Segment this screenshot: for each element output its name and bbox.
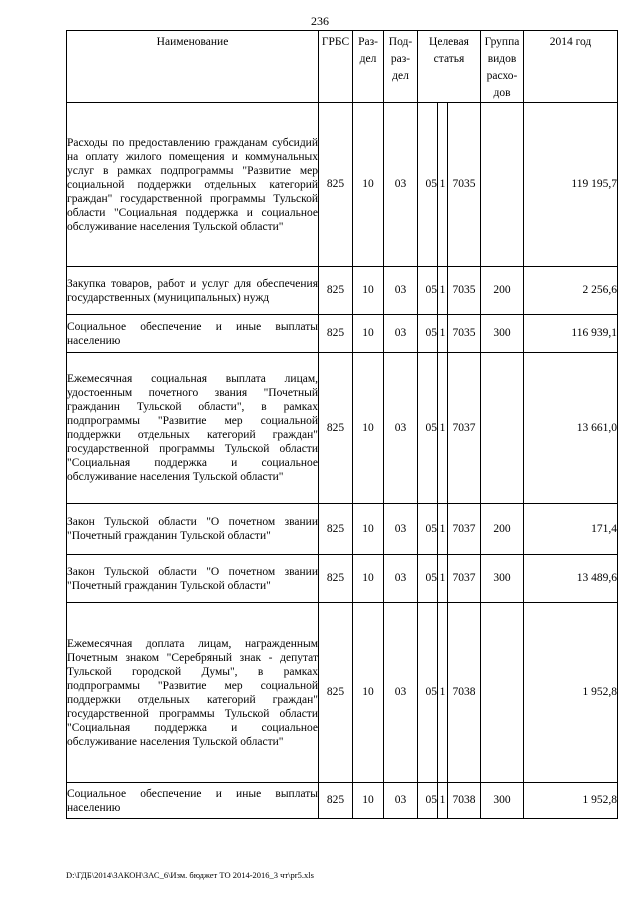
row-razdel: 10 <box>353 315 384 353</box>
row-target-subprogram: 1 <box>438 504 448 555</box>
row-target-code: 7035 <box>448 315 481 353</box>
row-group: 300 <box>481 555 524 603</box>
row-amount: 171,4 <box>524 504 618 555</box>
row-amount: 2 256,6 <box>524 267 618 315</box>
row-target-program: 05 <box>418 267 438 315</box>
row-razdel: 10 <box>353 353 384 504</box>
row-group <box>481 353 524 504</box>
row-grbs: 825 <box>319 783 353 819</box>
row-amount: 1 952,8 <box>524 783 618 819</box>
row-name: Ежемесячная доплата лицам, награжденным Почетным знаком "Серебряный знак - депутат Тульской городской Думы", в рамках подпрограммы "Развитие мер социальной поддержки отдельных категорий граждан" государственной программы Тульской области "Социальная поддержка и социальное обслуживание населения Тульской области" <box>67 603 319 783</box>
row-group: 200 <box>481 504 524 555</box>
row-podrazdel: 03 <box>384 315 418 353</box>
row-name: Закон Тульской области "О почетном звании "Почетный гражданин Тульской области" <box>67 555 319 603</box>
row-podrazdel: 03 <box>384 353 418 504</box>
row-target-code: 7038 <box>448 603 481 783</box>
header-target: Целевая статья <box>418 31 481 103</box>
row-target-code: 7038 <box>448 783 481 819</box>
table-row <box>67 267 618 315</box>
row-target-program: 05 <box>418 315 438 353</box>
row-target-subprogram: 1 <box>438 315 448 353</box>
row-target-code: 7035 <box>448 267 481 315</box>
row-target-code: 7037 <box>448 555 481 603</box>
row-target-subprogram: 1 <box>438 103 448 267</box>
row-amount: 13 661,0 <box>524 353 618 504</box>
header-grbs: ГРБС <box>319 31 353 103</box>
header-razdel: Раз-дел <box>353 31 384 103</box>
table-row <box>67 315 618 353</box>
row-grbs: 825 <box>319 315 353 353</box>
row-grbs: 825 <box>319 603 353 783</box>
table-row <box>67 603 618 783</box>
row-name: Закупка товаров, работ и услуг для обеспечения государственных (муниципальных) нужд <box>67 267 319 315</box>
row-podrazdel: 03 <box>384 504 418 555</box>
row-name: Ежемесячная социальная выплата лицам, удостоенным почетного звания "Почетный гражданин Тульской области", в рамках подпрограммы "Развитие мер социальной поддержки отдельных категорий граждан" государственной программы Тульской области "Социальная поддержка и социальное обслуживание населения Тульской области" <box>67 353 319 504</box>
table-row <box>67 504 618 555</box>
row-podrazdel: 03 <box>384 267 418 315</box>
row-target-subprogram: 1 <box>438 603 448 783</box>
row-target-code: 7037 <box>448 504 481 555</box>
row-target-subprogram: 1 <box>438 555 448 603</box>
row-group <box>481 103 524 267</box>
row-podrazdel: 03 <box>384 783 418 819</box>
row-group <box>481 603 524 783</box>
row-name: Закон Тульской области "О почетном звании "Почетный гражданин Тульской области" <box>67 504 319 555</box>
table-row <box>67 783 618 819</box>
row-grbs: 825 <box>319 555 353 603</box>
header-row <box>67 31 618 103</box>
row-razdel: 10 <box>353 504 384 555</box>
table-row <box>67 103 618 267</box>
row-podrazdel: 03 <box>384 555 418 603</box>
row-target-code: 7037 <box>448 353 481 504</box>
row-razdel: 10 <box>353 783 384 819</box>
row-grbs: 825 <box>319 103 353 267</box>
row-podrazdel: 03 <box>384 603 418 783</box>
row-target-program: 05 <box>418 555 438 603</box>
row-group: 300 <box>481 315 524 353</box>
row-target-subprogram: 1 <box>438 353 448 504</box>
row-razdel: 10 <box>353 103 384 267</box>
table-row <box>67 555 618 603</box>
row-amount: 116 939,1 <box>524 315 618 353</box>
row-target-subprogram: 1 <box>438 267 448 315</box>
row-group: 200 <box>481 267 524 315</box>
header-year: 2014 год <box>524 31 618 103</box>
row-razdel: 10 <box>353 603 384 783</box>
row-target-program: 05 <box>418 504 438 555</box>
page-number: 236 <box>311 14 329 28</box>
row-group: 300 <box>481 783 524 819</box>
row-target-program: 05 <box>418 783 438 819</box>
row-target-code: 7035 <box>448 103 481 267</box>
row-grbs: 825 <box>319 267 353 315</box>
row-grbs: 825 <box>319 504 353 555</box>
row-razdel: 10 <box>353 267 384 315</box>
row-podrazdel: 03 <box>384 103 418 267</box>
table-row <box>67 353 618 504</box>
header-name: Наименование <box>67 31 319 103</box>
row-target-program: 05 <box>418 353 438 504</box>
budget-table <box>66 30 618 819</box>
row-target-subprogram: 1 <box>438 783 448 819</box>
row-amount: 13 489,6 <box>524 555 618 603</box>
header-group: Группа видов расхо-дов <box>481 31 524 103</box>
row-name: Социальное обеспечение и иные выплаты населению <box>67 783 319 819</box>
row-grbs: 825 <box>319 353 353 504</box>
row-amount: 1 952,8 <box>524 603 618 783</box>
file-path-footer: D:\ГДБ\2014\ЗАКОН\ЗАС_6\Изм. бюджет ТО 2014-2016_3 чт\pr5.xls <box>66 870 314 880</box>
row-razdel: 10 <box>353 555 384 603</box>
header-podrazdel: Под-раз-дел <box>384 31 418 103</box>
row-name: Расходы по предоставлению гражданам субсидий на оплату жилого помещения и коммунальных услуг в рамках подпрограммы "Развитие мер социальной поддержки отдельных категорий граждан" государственной программы Тульской области "Социальная поддержка и социальное обслуживание населения Тульской области" <box>67 103 319 267</box>
row-amount: 119 195,7 <box>524 103 618 267</box>
row-target-program: 05 <box>418 603 438 783</box>
row-name: Социальное обеспечение и иные выплаты населению <box>67 315 319 353</box>
row-target-program: 05 <box>418 103 438 267</box>
